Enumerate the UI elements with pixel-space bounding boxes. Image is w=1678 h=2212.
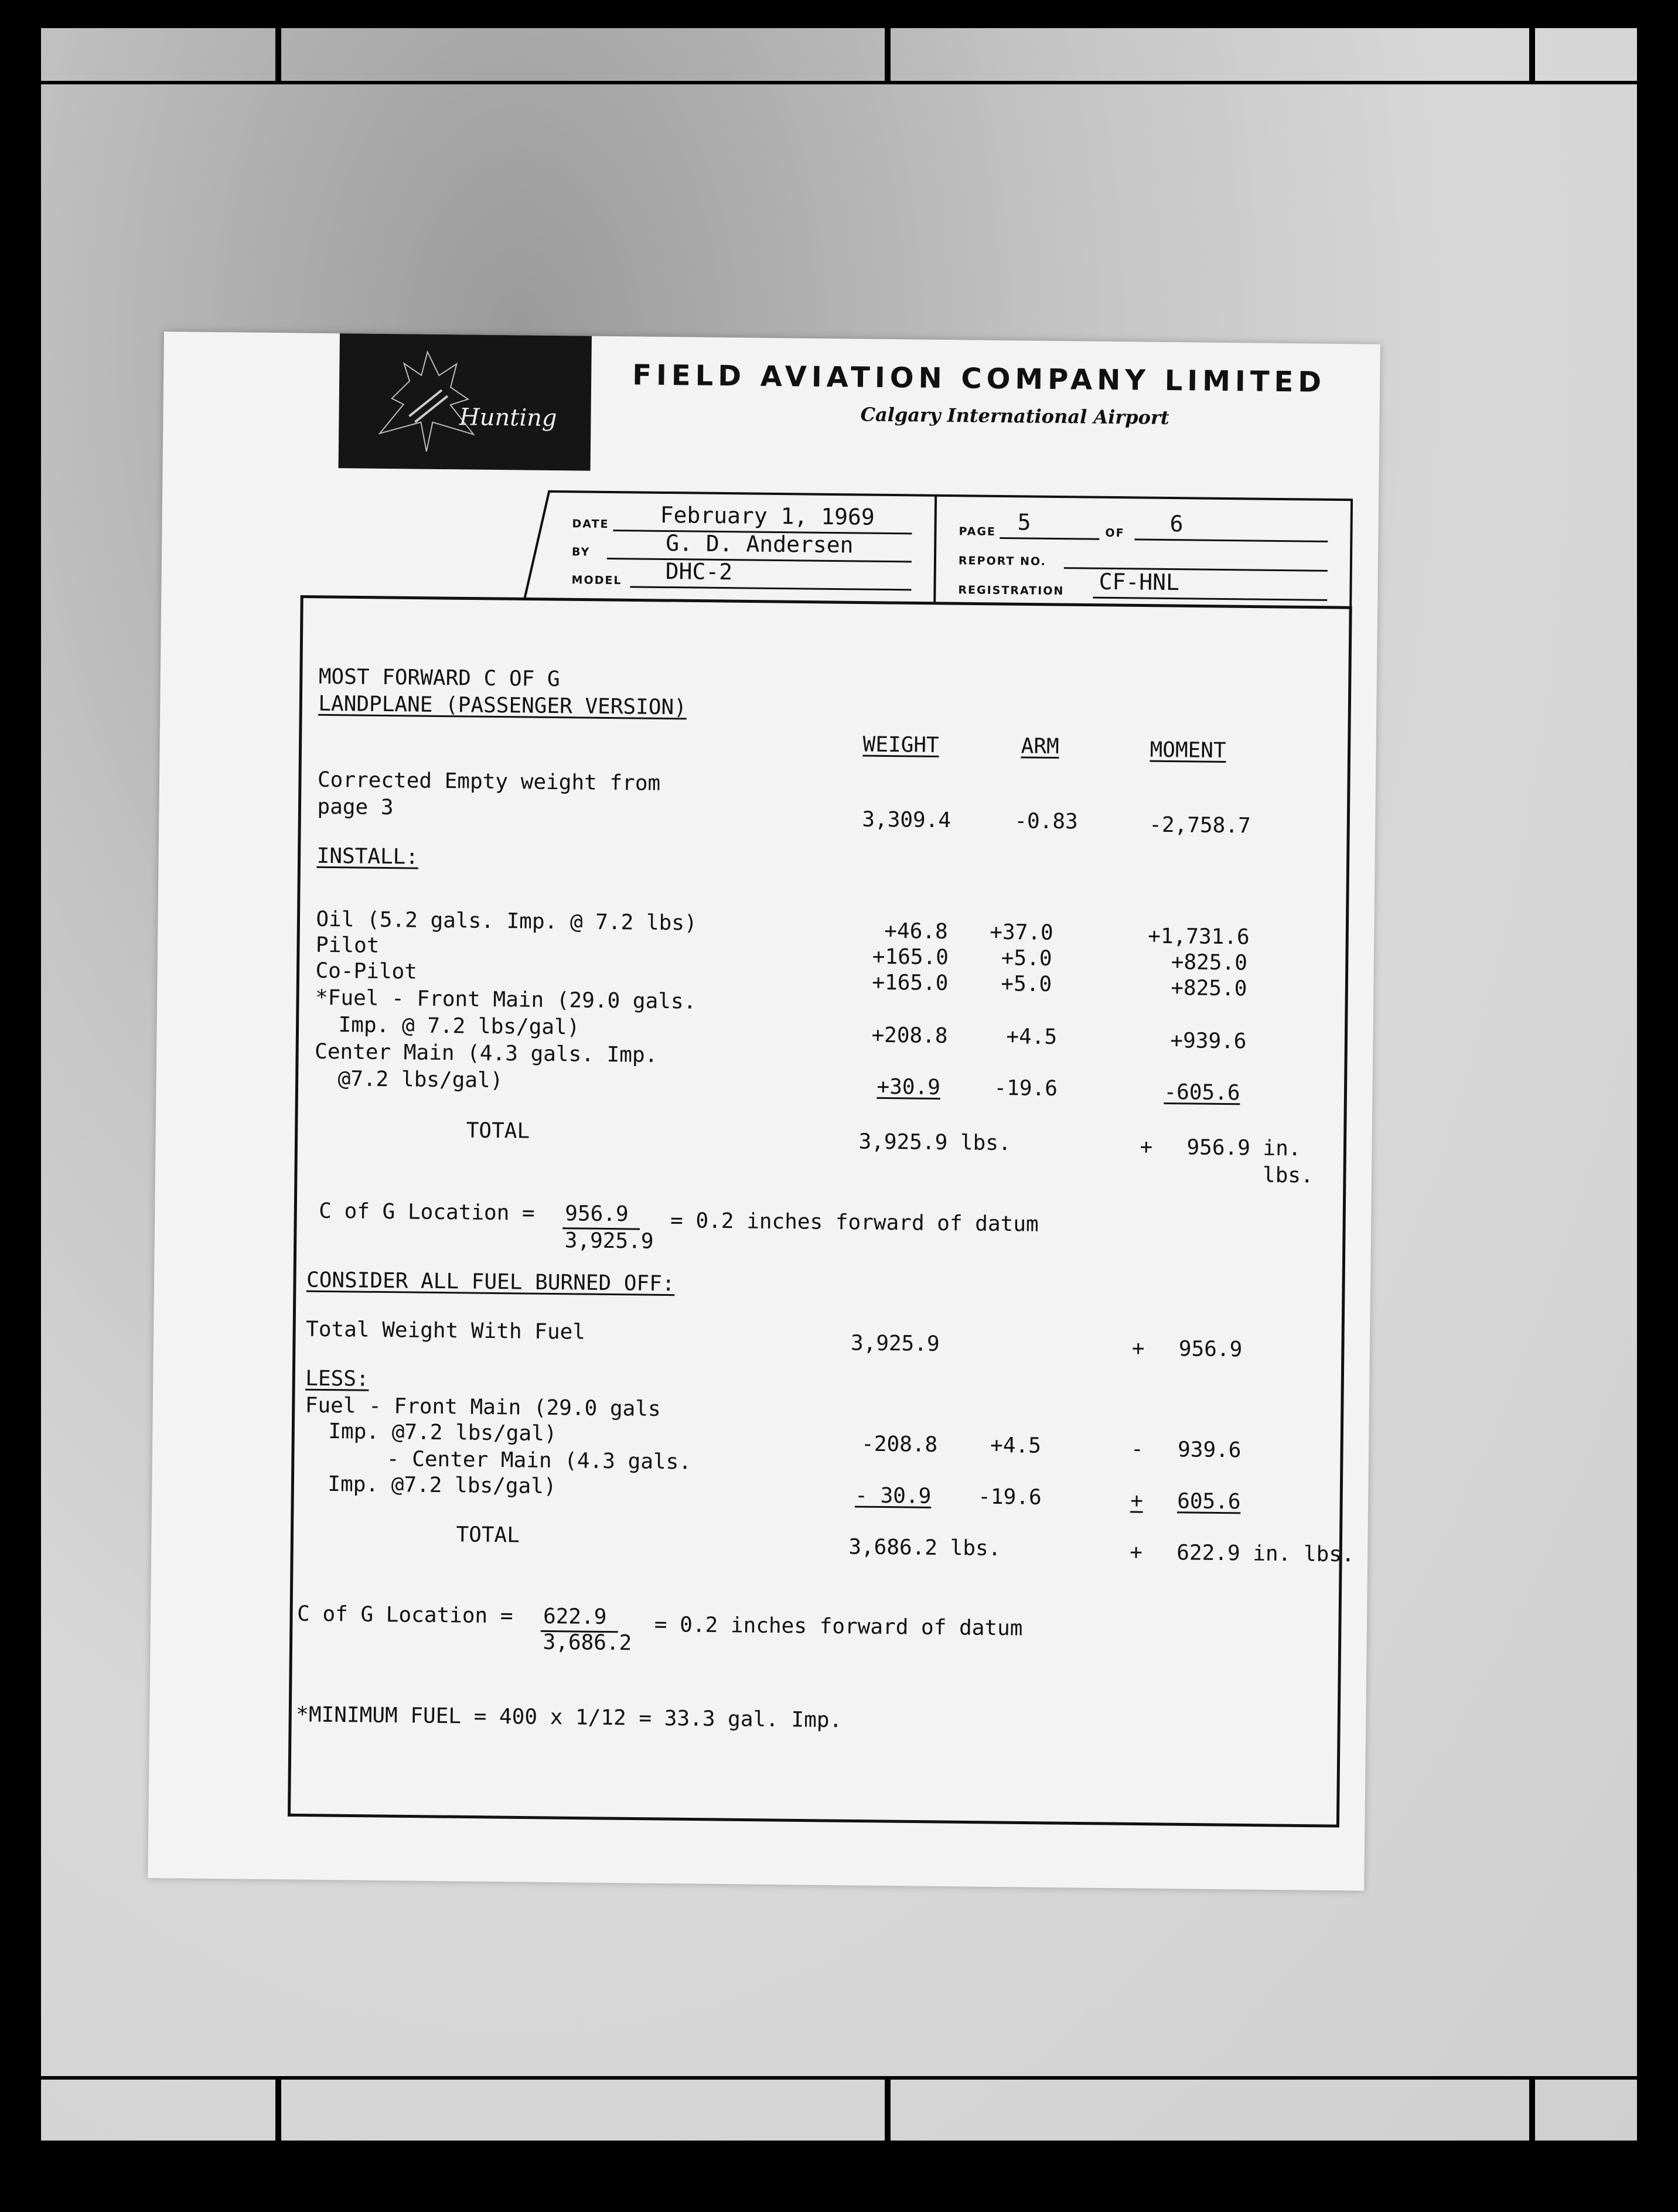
model-line	[630, 586, 911, 590]
pilot-arm: +5.0	[1001, 946, 1052, 971]
total2-moment-sign: +	[1130, 1540, 1143, 1565]
cg-location-denominator-1: 3,925.9	[564, 1228, 654, 1254]
bottom-frame-tick-right	[885, 2076, 891, 2141]
column-weight-header: WEIGHT	[862, 732, 939, 757]
center-main-label-2: @7.2 lbs/gal)	[337, 1067, 503, 1093]
less-center-moment-sign: +	[1130, 1489, 1144, 1513]
cg-location-result-2: = 0.2 inches forward of datum	[654, 1612, 1023, 1641]
fuel-front-moment: +939.6	[1170, 1029, 1247, 1054]
registration-value: CF-HNL	[1099, 568, 1180, 596]
total-weight-with-fuel-moment-sign: +	[1131, 1336, 1145, 1361]
page-value: 5	[1017, 509, 1031, 535]
copilot-weight: +165.0	[872, 970, 949, 996]
top-frame-tick-right	[885, 28, 891, 84]
pilot-label: Pilot	[315, 933, 380, 958]
cg-location-numerator-1: 956.9	[565, 1201, 629, 1227]
total2-label: TOTAL	[456, 1523, 520, 1548]
copilot-label: Co-Pilot	[315, 958, 418, 984]
top-frame-line	[41, 81, 1637, 84]
report-label: REPORT NO.	[958, 554, 1046, 568]
cg-location-label-2: C of G Location =	[296, 1602, 513, 1629]
registration-line	[1093, 597, 1327, 601]
registration-label: REGISTRATION	[958, 583, 1065, 598]
less-heading: LESS:	[305, 1366, 369, 1391]
less-center-label-1: - Center Main (4.3 gals.	[386, 1447, 692, 1474]
fuel-front-label-2: Imp. @ 7.2 lbs/gal)	[338, 1013, 580, 1040]
of-label: OF	[1105, 526, 1125, 540]
empty-weight-label-1: Corrected Empty weight from	[317, 767, 661, 796]
total-moment: 956.9 in.	[1186, 1135, 1301, 1161]
center-main-weight: +30.9	[876, 1074, 941, 1100]
total-moment-unit: lbs.	[1262, 1163, 1314, 1188]
page-label: PAGE	[959, 525, 997, 538]
fuel-front-label-1: *Fuel - Front Main (29.0 gals.	[315, 985, 697, 1014]
pilot-weight: +165.0	[872, 944, 949, 970]
total-weight-with-fuel-weight: 3,925.9	[850, 1331, 940, 1356]
logo-hunting-text: Hunting	[459, 404, 557, 432]
oil-weight: +46.8	[884, 919, 948, 944]
center-main-label-1: Center Main (4.3 gals. Imp.	[314, 1039, 658, 1067]
less-front-moment-sign: -	[1130, 1437, 1144, 1462]
center-main-arm: -19.6	[994, 1076, 1058, 1101]
less-center-arm: -19.6	[978, 1484, 1042, 1510]
top-frame-tick-left	[275, 28, 281, 84]
empty-moment-value: -2,758.7	[1149, 813, 1251, 838]
oil-arm: +37.0	[990, 920, 1053, 945]
empty-weight-label-2: page 3	[317, 794, 394, 820]
by-label: BY	[571, 545, 591, 559]
company-logo	[339, 333, 592, 470]
less-front-arm: +4.5	[990, 1433, 1042, 1458]
less-center-weight: - 30.9	[855, 1483, 932, 1508]
column-arm-header: ARM	[1021, 734, 1059, 759]
less-center-moment: 605.6	[1176, 1489, 1241, 1514]
pilot-moment: +825.0	[1171, 950, 1248, 975]
company-name: FIELD AVIATION COMPANY LIMITED	[632, 359, 1326, 399]
cg-location-numerator-2: 622.9	[543, 1604, 607, 1630]
company-location: Calgary International Airport	[860, 403, 1169, 429]
date-value: February 1, 1969	[660, 501, 875, 530]
page-line	[1000, 537, 1099, 540]
cg-location-denominator-2: 3,686.2	[543, 1630, 632, 1655]
total-weight: 3,925.9 lbs.	[858, 1129, 1011, 1156]
cg-location-label-1: C of G Location =	[319, 1199, 535, 1226]
minimum-fuel-note: *MINIMUM FUEL = 400 x 1/12 = 33.3 gal. Imp.	[296, 1702, 843, 1733]
top-frame-tick-far	[1529, 28, 1535, 84]
total-label: TOTAL	[466, 1118, 530, 1143]
oil-moment: +1,731.6	[1148, 924, 1250, 950]
document-sheet	[148, 332, 1380, 1891]
empty-arm-value: -0.83	[1014, 809, 1078, 834]
model-value: DHC-2	[665, 558, 733, 585]
total-weight-with-fuel-label: Total Weight With Fuel	[305, 1317, 586, 1344]
less-front-label-1: Fuel - Front Main (29.0 gals	[305, 1393, 661, 1421]
copilot-moment: +825.0	[1171, 976, 1247, 1001]
section-title: MOST FORWARD C OF G	[318, 664, 560, 692]
fuel-burned-heading: CONSIDER ALL FUEL BURNED OFF:	[306, 1268, 675, 1296]
by-value: G. D. Andersen	[666, 530, 854, 558]
total2-weight: 3,686.2 lbs.	[848, 1535, 1001, 1561]
of-line	[1134, 538, 1328, 542]
total2-moment: 622.9 in. lbs.	[1176, 1541, 1355, 1567]
copilot-arm: +5.0	[1001, 972, 1052, 996]
total-moment-sign: +	[1140, 1135, 1153, 1159]
less-front-weight: -208.8	[861, 1432, 938, 1457]
model-label: MODEL	[571, 574, 622, 588]
total-weight-with-fuel-moment: 956.9	[1178, 1337, 1243, 1362]
by-line	[607, 558, 912, 562]
section-subtitle: LANDPLANE (PASSENGER VERSION)	[318, 691, 687, 720]
center-main-moment: -605.6	[1164, 1080, 1240, 1105]
maple-leaf-icon	[339, 333, 592, 470]
header-box-frame	[148, 332, 1380, 1891]
bottom-frame-tick-left	[275, 2076, 281, 2141]
empty-weight-value: 3,309.4	[862, 807, 951, 833]
less-center-label-2: Imp. @7.2 lbs/gal)	[328, 1472, 557, 1499]
date-label: DATE	[572, 517, 609, 531]
cg-location-result-1: = 0.2 inches forward of datum	[670, 1209, 1039, 1237]
fuel-front-arm: +4.5	[1006, 1025, 1058, 1050]
oil-label: Oil (5.2 gals. Imp. @ 7.2 lbs)	[316, 907, 697, 936]
bottom-frame-tick-far	[1529, 2076, 1535, 2141]
install-heading: INSTALL:	[316, 844, 419, 869]
less-front-moment: 939.6	[1177, 1438, 1242, 1463]
column-moment-header: MOMENT	[1150, 738, 1226, 763]
fuel-front-weight: +208.8	[871, 1023, 948, 1049]
less-front-label-2: Imp. @7.2 lbs/gal)	[328, 1419, 557, 1446]
of-value: 6	[1169, 510, 1184, 537]
